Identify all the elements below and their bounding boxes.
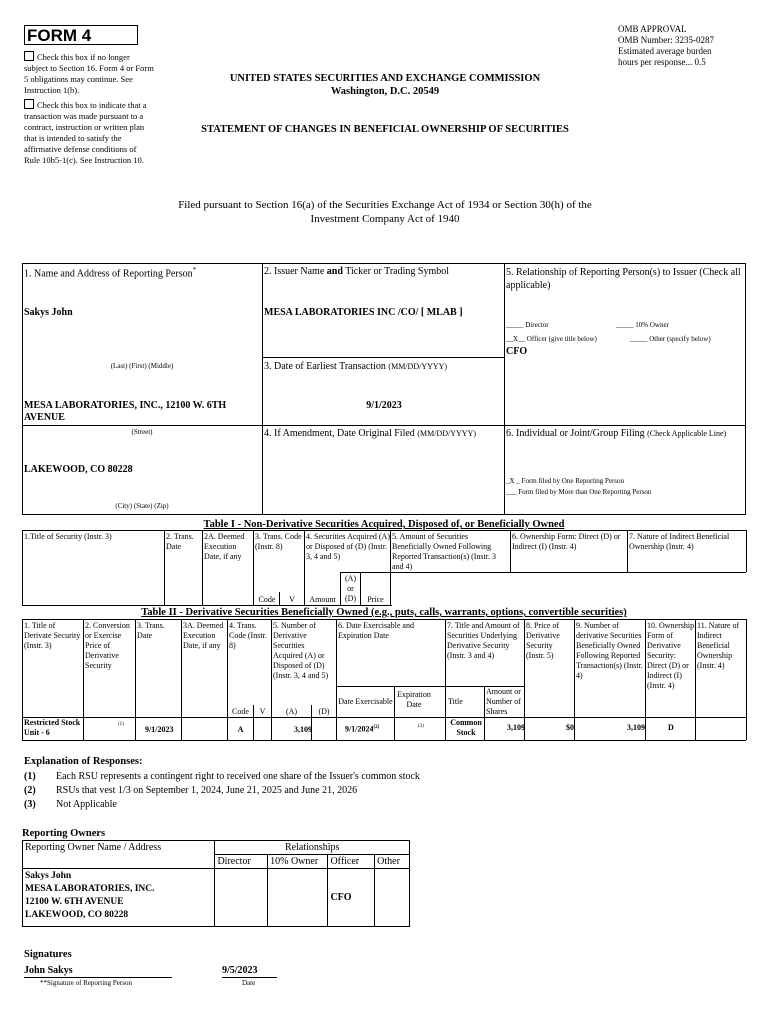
- t2-row-owned: 3,109: [627, 723, 645, 732]
- t2-sub-expiration: Expiration Date: [397, 690, 431, 709]
- officer-title: CFO: [506, 346, 528, 357]
- t1-col-code: 3. Trans. Code (Instr. 8): [255, 532, 302, 551]
- filed-pursuant: Filed pursuant to Section 16(a) of the Securities Exchange Act of 1934 or Section 30(h) of the Investment Company Act of 1940: [178, 199, 592, 225]
- t2-col-title: 1. Title of Derivate Security (Instr. 3): [24, 621, 81, 650]
- signature-date: 9/5/2023: [222, 965, 258, 976]
- date-caption: Date: [242, 979, 256, 987]
- owners-col-name: Reporting Owner Name / Address: [23, 841, 215, 869]
- t2-col-conversion: 2. Conversion or Exercise Price of Derivative Security: [85, 621, 130, 670]
- t2-col-number: 5. Number of Derivative Securities Acquired (A) or Disposed of (D) (Instr. 3, 4 and 5): [273, 621, 329, 680]
- statement-heading: STATEMENT OF CHANGES IN BENEFICIAL OWNERSHIP OF SECURITIES: [201, 124, 569, 135]
- omb-approval: OMB APPROVAL OMB Number: 3235-0287 Estimated average burden hours per response... 0.5: [618, 24, 714, 67]
- reporting-info-grid: [22, 263, 746, 515]
- explanation-list: [24, 770, 420, 812]
- name-caption: (Last) (First) (Middle): [110, 362, 174, 370]
- t2-sub-exercisable: Date Exercisable: [338, 697, 393, 706]
- t1-col-amount: 5. Amount of Securities Beneficially Owned Following Reported Transaction(s) (Instr. 3 and 4): [392, 532, 496, 571]
- t2-row-underlying-amount: 3,109: [507, 723, 525, 732]
- t2-row-form: D: [668, 723, 674, 732]
- filing-one-person[interactable]: _X _ Form filed by One Reporting Person: [506, 477, 625, 485]
- earliest-transaction-date: 9/1/2023: [366, 400, 402, 411]
- t1-sub-amount: Amount: [309, 595, 336, 604]
- t2-row-price: $0: [566, 723, 574, 732]
- explanation-item: (2) RSUs that vest 1/3 on September 1, 2024, June 21, 2025 and June 21, 2026: [24, 785, 358, 796]
- owners-row-other: [375, 869, 410, 927]
- reporting-city: LAKEWOOD, CO 80228: [24, 464, 133, 475]
- t2-sub-a: (A): [285, 707, 298, 716]
- form-title: FORM 4: [27, 26, 92, 45]
- t1-sub-code: Code: [258, 595, 276, 604]
- signature-name: John Sakys: [24, 965, 73, 976]
- table1-title: Table I - Non-Derivative Securities Acquired, Disposed of, or Beneficially Owned: [203, 519, 565, 530]
- owners-row-ten: [268, 869, 328, 927]
- owners-title: Reporting Owners: [22, 828, 106, 839]
- owners-col-other: Other: [375, 855, 410, 869]
- section6-label: 6. Individual or Joint/Group Filing (Check Applicable Line): [506, 428, 727, 439]
- owners-row-officer: CFO: [328, 869, 375, 927]
- t1-col-date: 2. Trans. Date: [166, 532, 194, 551]
- t2-row-conv-note: (1): [118, 722, 124, 727]
- t1-sub-price: Price: [367, 595, 384, 604]
- explanation-title: Explanation of Responses:: [24, 756, 143, 767]
- owners-row-name: Sakys John MESA LABORATORIES, INC. 12100 W. 6TH AVENUE LAKEWOOD, CO 80228: [23, 869, 215, 927]
- t2-sub-code: Code: [232, 707, 249, 716]
- t2-col-nature: 11. Nature of Indirect Beneficial Ownership (Instr. 4): [697, 621, 740, 670]
- check-box-1[interactable]: Check this box if no longer subject to Section 16. Form 4 or Form 5 obligations may continue. See Instruction 1(b).: [24, 52, 154, 95]
- explanation-item: (3) Not Applicable: [24, 799, 117, 810]
- t2-row-expiration-note: (3): [418, 724, 424, 729]
- checkbox-icon[interactable]: [24, 51, 34, 61]
- owners-col-ten: 10% Owner: [268, 855, 328, 869]
- owners-col-relationships: Relationships: [215, 841, 410, 855]
- t2-row-underlying-title: Common Stock: [450, 718, 482, 737]
- filing-multiple-persons[interactable]: ___ Form filed by More than One Reporting Person: [506, 488, 652, 496]
- section5-label: 5. Relationship of Reporting Person(s) to Issuer (Check all applicable): [506, 267, 741, 291]
- section4-label: 4. If Amendment, Date Original Filed (MM/DD/YYYY): [264, 428, 476, 439]
- city-caption: (City) (State) (Zip): [115, 502, 169, 510]
- t2-col-code: 4. Trans. Code (Instr. 8): [229, 621, 267, 650]
- t2-col-price: 8. Price of Derivative Security (Instr. 5): [526, 621, 560, 660]
- owners-table: [22, 840, 410, 927]
- reporting-person-name: Sakys John: [24, 307, 73, 318]
- reporting-address: MESA LABORATORIES, INC., 12100 W. 6TH AVENUE: [24, 400, 227, 423]
- t1-col-acquired: 4. Securities Acquired (A) or Disposed of (D) (Instr. 3, 4 and 5): [306, 532, 390, 561]
- t2-sub-d: (D): [318, 707, 330, 716]
- t1-col-ownership: 6. Ownership Form: Direct (D) or Indirect (I) (Instr. 4): [512, 532, 621, 551]
- t2-col-owned: 9. Number of derivative Securities Beneficially Owned Following Reported Transaction(s) (Instr. 4): [576, 621, 643, 680]
- checkbox-icon[interactable]: [24, 99, 34, 109]
- owners-col-director: Director: [215, 855, 268, 869]
- t2-row-amount: 3,109: [294, 725, 312, 734]
- signature-caption: **Signature of Reporting Person: [40, 979, 132, 987]
- t2-col-form: 10. Ownership Form of Derivative Security: Direct (D) or Indirect (I) (Instr. 4): [647, 621, 695, 690]
- t2-row-title: Restricted Stock Unit - 6: [24, 718, 81, 737]
- section2-label: 2. Issuer Name and Ticker or Trading Symbol: [264, 266, 450, 277]
- t1-sub-v: V: [289, 595, 295, 604]
- t1-sub-ad: (A) or (D): [344, 574, 357, 603]
- officer-option[interactable]: __X__ Officer (give title below): [506, 335, 597, 343]
- explanation-item: (1) Each RSU represents a contingent right to received one share of the Issuer's common stock: [24, 771, 420, 782]
- owners-col-officer: Officer: [328, 855, 375, 869]
- other-option[interactable]: _____ Other (specify below): [630, 335, 711, 343]
- form-title-box: [24, 25, 138, 45]
- t2-col-exercisable: 6. Date Exercisable and Expiration Date: [338, 621, 414, 640]
- t2-col-deemed: 3A. Deemed Execution Date, if any: [183, 621, 224, 650]
- check-box-2[interactable]: Check this box to indicate that a transaction was made pursuant to a contract, instruction or written plan that is intended to satisfy the affirmative defense conditions of Rule 10b5-1(c). See Instruction 10.: [24, 100, 147, 165]
- section1-label: 1. Name and Address of Reporting Person*: [24, 266, 197, 280]
- street-caption: (Street): [131, 428, 153, 436]
- signatures-title: Signatures: [24, 949, 72, 960]
- t1-col-title: 1.Title of Security (Instr. 3): [24, 532, 112, 541]
- owners-row-director: [215, 869, 268, 927]
- ten-percent-option[interactable]: _____ 10% Owner: [616, 321, 669, 329]
- t2-col-date: 3. Trans. Date: [137, 621, 165, 640]
- t2-sub-amount: Amount or Number of Shares: [486, 687, 521, 716]
- t1-col-nature: 7. Nature of Indirect Beneficial Ownership (Instr. 4): [629, 532, 730, 551]
- t2-row-exercisable: 9/1/2024$^{(2)}$: [345, 724, 380, 734]
- director-option[interactable]: _____ Director: [506, 321, 549, 329]
- commission-heading: UNITED STATES SECURITIES AND EXCHANGE COMMISSION Washington, D.C. 20549: [229, 73, 541, 97]
- t2-col-underlying: 7. Title and Amount of Securities Underlying Derivative Security (Instr. 3 and 4): [447, 621, 520, 660]
- issuer-name: MESA LABORATORIES INC /CO/ [ MLAB ]: [264, 307, 463, 318]
- t1-col-deemed: 2A. Deemed Execution Date, if any: [204, 532, 245, 561]
- t2-row-code: A: [237, 725, 244, 734]
- t2-row-date: 9/1/2023: [145, 725, 174, 734]
- section3-label: 3. Date of Earliest Transaction (MM/DD/YYYY): [264, 361, 448, 372]
- table2-title: Table II - Derivative Securities Beneficially Owned (e.g., puts, calls, warrants, options, convertible securities): [141, 607, 627, 618]
- t2-sub-title: Title: [448, 697, 463, 706]
- t2-sub-v: V: [259, 707, 266, 716]
